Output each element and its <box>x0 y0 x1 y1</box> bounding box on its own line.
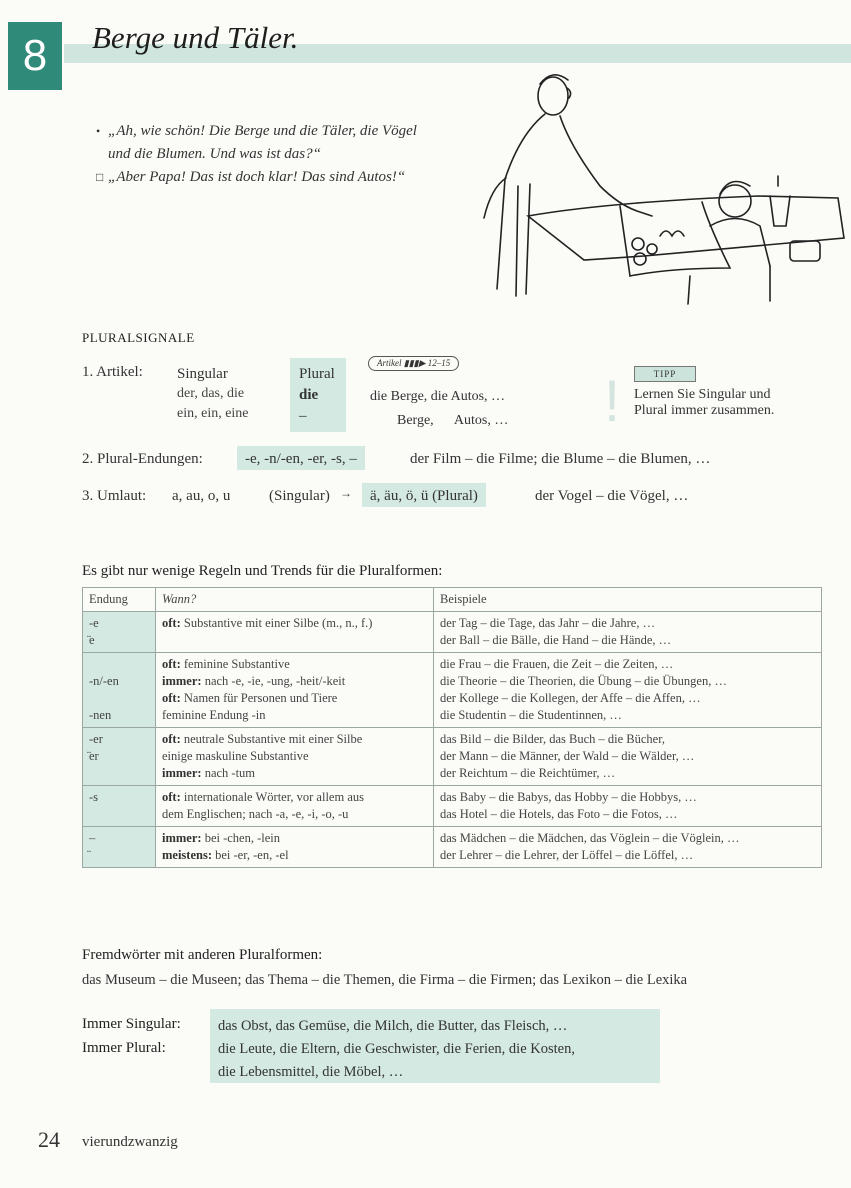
table-row <box>83 827 822 868</box>
artikel-examples: die Berge, die Autos, … Berge, Autos, … <box>370 389 509 428</box>
tipp-label: TIPP <box>634 366 696 382</box>
chapter-number: 8 <box>8 22 62 90</box>
table-row <box>83 728 822 786</box>
immer-plural-text: die Leute, die Eltern, die Geschwister, die Ferien, die Kosten, <box>218 1041 575 1057</box>
plural-rules-table <box>82 587 822 868</box>
plural-articles-box: Plural die – <box>290 358 346 432</box>
column-header: Beispiele <box>434 588 822 612</box>
father-child-illustration <box>470 66 850 306</box>
umlaut-singular: a, au, o, u <box>172 488 231 504</box>
wann-cell: oft: internationale Wörter, vor allem aus dem Englischen; nach -a, -e, -i, -o, -u <box>156 786 434 827</box>
table-header-row <box>83 588 822 612</box>
dialog-line: und die Blumen. Und was ist das?“ <box>108 146 321 162</box>
endungen-example: der Film – die Filme; die Blume – die Blumen, … <box>410 451 711 467</box>
column-header: Wann? <box>156 588 434 612</box>
endungen-label: 2. Plural-Endungen: <box>82 451 203 467</box>
immer-plural-label: Immer Plural: <box>82 1040 166 1056</box>
wann-cell: oft: neutrale Substantive mit einer Silbe einige maskuline Substantive immer: nach -tum <box>156 728 434 786</box>
wann-cell: immer: bei -chen, -lein meistens: bei -er, -en, -el <box>156 827 434 868</box>
beispiele-cell: das Mädchen – die Mädchen, das Vöglein – die Vöglein, … der Lehrer – die Lehrer, der Löffel – die Löffel, … <box>434 827 822 868</box>
table-row <box>83 653 822 728</box>
artikel-label: 1. Artikel: <box>82 364 143 380</box>
fremdwoerter-text: das Museum – die Museen; das Thema – die Themen, die Firma – die Firmen; das Lexikon – die Lexika <box>82 972 688 988</box>
square-icon: □ <box>96 170 104 184</box>
chapter-title: Berge und Täler. <box>92 20 299 55</box>
dialog-line: • „Ah, wie schön! Die Berge und die Täler, die Vögel <box>96 120 496 143</box>
column-header: Endung <box>83 588 156 612</box>
endung-cell: -e ̈e <box>83 612 156 653</box>
umlaut-box: ä, äu, ö, ü (Plural) <box>362 483 486 507</box>
beispiele-cell: die Frau – die Frauen, die Zeit – die Zeiten, … die Theorie – die Theorien, die Übung – die Übungen, … der Kollege – die Kollegen, der Affe – die Affen, … die Studentin – die Studentinnen, … <box>434 653 822 728</box>
umlaut-label: 3. Umlaut: <box>82 488 147 504</box>
endungen-box: -e, -n/-en, -er, -s, – <box>237 446 365 470</box>
beispiele-cell: der Tag – die Tage, das Jahr – die Jahre, … der Ball – die Bälle, die Hand – die Hände, … <box>434 612 822 653</box>
umlaut-example: der Vogel – die Vögel, … <box>535 488 689 504</box>
bullet-icon: • <box>96 124 101 138</box>
wann-cell: oft: feminine Substantive immer: nach -e, -ie, -ung, -heit/-keit oft: Namen für Personen und Tiere feminine Endung -in <box>156 653 434 728</box>
singular-articles: Singular der, das, die ein, ein, eine <box>177 366 249 421</box>
endung-cell: -s <box>83 786 156 827</box>
umlaut-singular-note: (Singular) <box>269 488 330 504</box>
immer-box <box>210 1009 660 1083</box>
dialog <box>96 120 496 189</box>
dialog-line: □ „Aber Papa! Das ist doch klar! Das sind Autos!“ <box>96 166 496 189</box>
immer-singular-text: das Obst, das Gemüse, die Milch, die Butter, das Fleisch, … <box>218 1018 568 1034</box>
page-number: 24 <box>38 1127 60 1152</box>
rules-heading: Es gibt nur wenige Regeln und Trends für die Pluralformen: <box>82 563 443 579</box>
cross-reference: Artikel ▮▮▮▶ 12–15 <box>368 356 459 371</box>
table-row <box>83 612 822 653</box>
fremdwoerter-heading: Fremdwörter mit anderen Pluralformen: <box>82 947 323 963</box>
tipp-text: Lernen Sie Singular und Plural immer zusammen. <box>634 387 775 418</box>
pluralsignale-heading: PLURALSIGNALE <box>82 330 195 345</box>
wann-cell: oft: Substantive mit einer Silbe (m., n., f.) <box>156 612 434 653</box>
table-row <box>83 786 822 827</box>
beispiele-cell: das Bild – die Bilder, das Buch – die Bücher, der Mann – die Männer, der Wald – die Wälder, … der Reichtum – die Reichtümer, … <box>434 728 822 786</box>
exclamation-icon: ! <box>604 369 621 434</box>
endung-cell: -n/-en -nen <box>83 653 156 728</box>
endung-cell: – <box>83 827 156 868</box>
arrow-right-icon: → <box>340 486 352 500</box>
immer-plural-text-2: die Lebensmittel, die Möbel, … <box>218 1064 404 1080</box>
beispiele-cell: das Baby – die Babys, das Hobby – die Hobbys, … das Hotel – die Hotels, das Foto – die Fotos, … <box>434 786 822 827</box>
immer-singular-label: Immer Singular: <box>82 1016 181 1032</box>
endung-cell: -er ̈er <box>83 728 156 786</box>
page-number-word: vierundzwanzig <box>82 1134 178 1150</box>
